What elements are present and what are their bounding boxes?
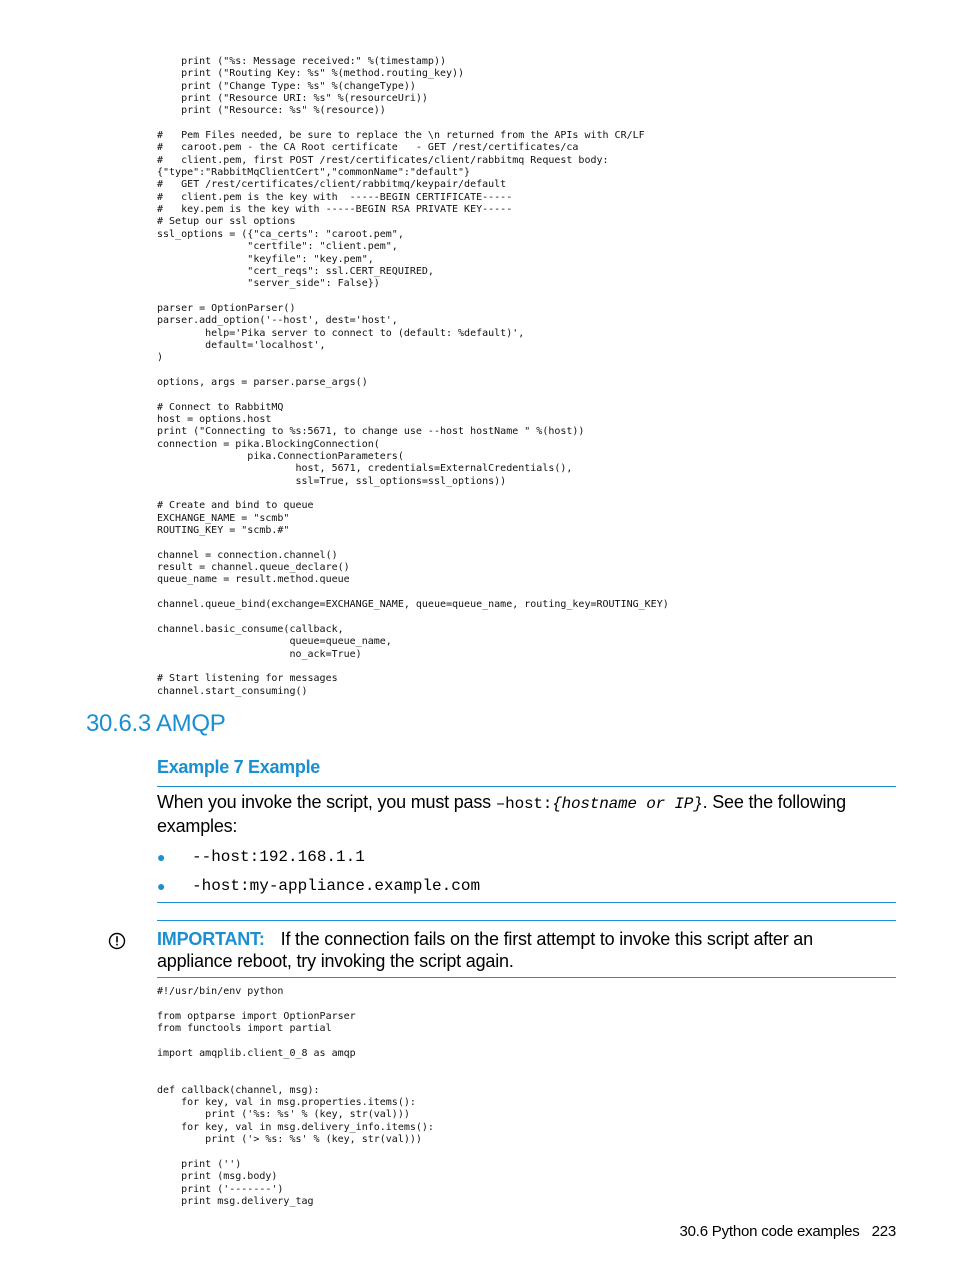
list-item (157, 842, 480, 871)
important-top-rule (157, 920, 896, 921)
important-text: If the connection fails on the first attempt to invoke this script after an appliance reboot, try invoking the script again. (157, 929, 813, 971)
example-title: Example 7 Example (157, 757, 320, 777)
bullet-icon: ● (157, 848, 166, 865)
important-note (157, 928, 892, 972)
exclamation-circle-icon (108, 932, 126, 950)
footer-section: 30.6 Python code examples (679, 1223, 860, 1240)
intro-after: . See the following examples: (157, 792, 846, 836)
important-label: IMPORTANT: (157, 929, 265, 949)
host-examples-list (157, 842, 480, 900)
bullet-text: --host:192.168.1.1 (192, 847, 365, 866)
example-bottom-rule (157, 902, 896, 903)
page-number: 223 (871, 1223, 896, 1240)
section-title: 30.6.3 AMQP (86, 710, 226, 737)
intro-before: When you invoke the script, you must pass (157, 792, 496, 812)
intro-code-italic: {hostname or IP} (552, 795, 703, 813)
bullet-icon: ● (157, 877, 166, 894)
page-footer (679, 1223, 896, 1240)
code-block-top: print ("%s: Message received:" %(timestamp)) print ("Routing Key: %s" %(method.routing_key)) print ("Change Type: %s" %(changeType)) print ("Resource URI: %s" %(resourceUri)) print ("Resource: %s" %(resource)) # Pem Files needed, be sure to replace the \n returned from the APIs with CR/LF # caroot.pem - the CA Root certificate - GET /rest/certificates/ca # client.pem, first POST /rest/certificates/client/rabbitmq Request body: {"type":"RabbitMqClientCert","commonName":"default"} # GET /rest/certificates/client/rabbitmq/keypair/default # client.pem is the key with -----BEGIN CERTIFICATE----- # key.pem is the key with -----BEGIN RSA PRIVATE KEY----- # Setup our ssl options ssl_options = ({"ca_certs": "caroot.pem", "certfile": "client.pem", "keyfile": "key.pem", "cert_reqs": ssl.CERT_REQUIRED, "server_side": False}) parser = OptionParser() parser.add_option('--host', dest='host', help='Pika server to connect to (default: %default)', default='localhost', ) options, args = parser.parse_args() # Connect to RabbitMQ host = options.host print ("Connecting to %s:5671, to change use --host hostName " %(host)) connection = pika.BlockingConnection( pika.ConnectionParameters( host, 5671, credentials=ExternalCredentials(), ssl=True, ssl_options=ssl_options)) # Create and bind to queue EXCHANGE_NAME = "scmb" ROUTING_KEY = "scmb.#" channel = connection.channel() result = channel.queue_declare() queue_name = result.method.queue channel.queue_bind(exchange=EXCHANGE_NAME, queue=queue_name, routing_key=ROUTING_KEY) channel.basic_consume(callback, queue=queue_name, no_ack=True) # Start listening for messages channel.start_consuming() (157, 56, 669, 697)
list-item (157, 871, 480, 900)
bullet-text: -host:my-appliance.example.com (192, 876, 481, 895)
intro-paragraph (157, 791, 887, 837)
code-block-bottom: #!/usr/bin/env python from optparse import OptionParser from functools import partial import amqplib.client_0_8 as amqp def callback(channel, msg): for key, val in msg.properties.items(): print ('%s: %s' % (key, str(val))) for key, val in msg.delivery_info.items(): print ('> %s: %s' % (key, str(val))) print ('') print (msg.body) print ('-------') print msg.delivery_tag (157, 986, 434, 1207)
example-top-rule (157, 786, 896, 787)
intro-code: –host: (495, 795, 553, 813)
important-bottom-rule (157, 977, 896, 978)
